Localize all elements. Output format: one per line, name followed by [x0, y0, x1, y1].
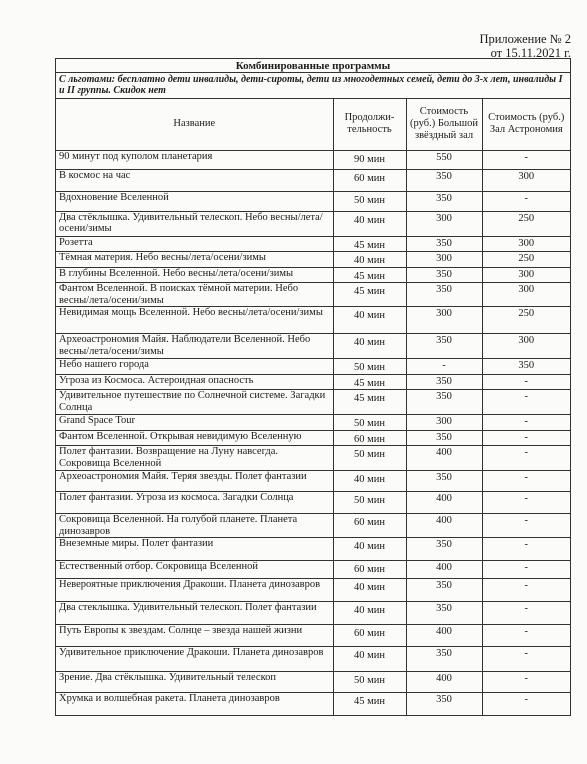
price-astronomy-hall-cell: 300: [482, 283, 570, 307]
duration-cell: 40 мин: [333, 538, 406, 561]
program-name-cell: Невидимая мощь Вселенной. Небо весны/лета/осени/зимы: [56, 307, 333, 334]
price-big-hall-cell: 350: [406, 390, 482, 415]
program-name-cell: Невероятные приключения Дракоши. Планета динозавров: [56, 579, 333, 602]
price-big-hall-cell: 400: [406, 625, 482, 647]
price-astronomy-hall-cell: 250: [482, 252, 570, 268]
table-row: [56, 647, 570, 672]
program-name-cell: Тёмная материя. Небо весны/лета/осени/зимы: [56, 252, 333, 268]
price-big-hall-cell: 350: [406, 647, 482, 672]
price-big-hall-cell: 300: [406, 211, 482, 236]
price-big-hall-cell: 350: [406, 191, 482, 211]
duration-cell: 50 мин: [333, 415, 406, 431]
duration-cell: 40 мин: [333, 252, 406, 268]
price-astronomy-hall-cell: 250: [482, 307, 570, 334]
price-big-hall-cell: 400: [406, 561, 482, 579]
header-name: Название: [56, 99, 333, 150]
price-big-hall-cell: 300: [406, 307, 482, 334]
price-big-hall-cell: 400: [406, 446, 482, 471]
program-name-cell: Хрумка и волшебная ракета. Планета динозавров: [56, 693, 333, 715]
price-big-hall-cell: 350: [406, 236, 482, 252]
price-astronomy-hall-cell: -: [482, 693, 570, 715]
price-astronomy-hall-cell: -: [482, 430, 570, 446]
benefits-note: С льготами: бесплатно дети инвалиды, дети-сироты, дети из многодетных семей, дети до 3-х лет, инвалиды I и II группы. Скидок нет: [56, 73, 570, 99]
header-price-astronomy-hall: Стоимость (руб.) Зал Астрономия: [482, 99, 570, 150]
price-big-hall-cell: 350: [406, 430, 482, 446]
duration-cell: 40 мин: [333, 307, 406, 334]
program-name-cell: В глубины Вселенной. Небо весны/лета/осени/зимы: [56, 267, 333, 283]
table-row: [56, 307, 570, 334]
duration-cell: 50 мин: [333, 359, 406, 375]
program-name-cell: Фантом Вселенной. В поисках тёмной материи. Небо весны/лета/осени/зимы: [56, 283, 333, 307]
table-row: [56, 236, 570, 252]
price-big-hall-cell: 350: [406, 169, 482, 191]
duration-cell: 40 мин: [333, 647, 406, 672]
duration-cell: 45 мин: [333, 267, 406, 283]
table-row: [56, 283, 570, 307]
duration-cell: 40 мин: [333, 579, 406, 602]
price-astronomy-hall-cell: -: [482, 602, 570, 625]
program-name-cell: Путь Европы к звездам. Солнце – звезда нашей жизни: [56, 625, 333, 647]
price-astronomy-hall-cell: -: [482, 471, 570, 492]
table-row: [56, 579, 570, 602]
table-row: [56, 169, 570, 191]
program-name-cell: Небо нашего города: [56, 359, 333, 375]
duration-cell: 45 мин: [333, 374, 406, 390]
table-row: [56, 446, 570, 471]
duration-cell: 60 мин: [333, 169, 406, 191]
program-name-cell: Фантом Вселенной. Открывая невидимую Вселенную: [56, 430, 333, 446]
price-big-hall-cell: 350: [406, 471, 482, 492]
price-astronomy-hall-cell: -: [482, 191, 570, 211]
duration-cell: 45 мин: [333, 283, 406, 307]
price-astronomy-hall-cell: 250: [482, 211, 570, 236]
price-astronomy-hall-cell: -: [482, 538, 570, 561]
header-price-big-hall: Стоимость (руб.) Большой звёздный зал: [406, 99, 482, 150]
duration-cell: 60 мин: [333, 561, 406, 579]
program-name-cell: Полет фантазии. Угроза из космоса. Загадки Солнца: [56, 492, 333, 514]
price-astronomy-hall-cell: -: [482, 561, 570, 579]
table-row: [56, 625, 570, 647]
duration-cell: 40 мин: [333, 211, 406, 236]
table-row: [56, 252, 570, 268]
duration-cell: 50 мин: [333, 492, 406, 514]
price-astronomy-hall-cell: 300: [482, 267, 570, 283]
price-astronomy-hall-cell: -: [482, 374, 570, 390]
price-big-hall-cell: 550: [406, 150, 482, 169]
program-name-cell: Два стёклышка. Удивительный телескоп. Небо весны/лета/осени/зимы: [56, 211, 333, 236]
program-name-cell: Два стеклышка. Удивительный телескоп. Полет фантазии: [56, 602, 333, 625]
appendix-number: Приложение № 2: [479, 32, 571, 46]
appendix-header: [479, 32, 571, 60]
section-title: Комбинированные программы: [56, 59, 570, 73]
program-name-cell: Археоастрономия Майя. Теряя звезды. Полет фантазии: [56, 471, 333, 492]
price-astronomy-hall-cell: 350: [482, 359, 570, 375]
table-row: [56, 693, 570, 715]
table-row: [56, 390, 570, 415]
price-astronomy-hall-cell: 300: [482, 236, 570, 252]
price-sheet: [55, 58, 571, 716]
program-name-cell: Естественный отбор. Сокровища Вселенной: [56, 561, 333, 579]
price-big-hall-cell: 350: [406, 283, 482, 307]
table-row: [56, 191, 570, 211]
price-big-hall-cell: -: [406, 359, 482, 375]
program-name-cell: Розетта: [56, 236, 333, 252]
price-big-hall-cell: 350: [406, 602, 482, 625]
price-astronomy-hall-cell: -: [482, 446, 570, 471]
table-row: [56, 514, 570, 538]
table-row: [56, 374, 570, 390]
table-row: [56, 538, 570, 561]
price-big-hall-cell: 350: [406, 334, 482, 359]
program-name-cell: Полет фантазии. Возвращение на Луну навсегда. Сокровища Вселенной: [56, 446, 333, 471]
price-astronomy-hall-cell: -: [482, 579, 570, 602]
price-big-hall-cell: 300: [406, 415, 482, 431]
duration-cell: 45 мин: [333, 693, 406, 715]
price-astronomy-hall-cell: -: [482, 492, 570, 514]
program-name-cell: Угроза из Космоса. Астероидная опасность: [56, 374, 333, 390]
table-row: [56, 334, 570, 359]
price-big-hall-cell: 300: [406, 252, 482, 268]
table-row: [56, 561, 570, 579]
program-name-cell: Зрение. Два стёклышка. Удивительный телескоп: [56, 672, 333, 693]
program-name-cell: Grand Space Tour: [56, 415, 333, 431]
table-row: [56, 211, 570, 236]
price-big-hall-cell: 400: [406, 514, 482, 538]
price-astronomy-hall-cell: -: [482, 647, 570, 672]
table-row: [56, 267, 570, 283]
price-big-hall-cell: 350: [406, 538, 482, 561]
program-name-cell: 90 минут под куполом планетария: [56, 150, 333, 169]
price-astronomy-hall-cell: -: [482, 415, 570, 431]
duration-cell: 50 мин: [333, 191, 406, 211]
duration-cell: 45 мин: [333, 390, 406, 415]
duration-cell: 40 мин: [333, 602, 406, 625]
duration-cell: 50 мин: [333, 446, 406, 471]
duration-cell: 60 мин: [333, 625, 406, 647]
program-name-cell: Вдохновение Вселенной: [56, 191, 333, 211]
program-name-cell: Удивительное путешествие по Солнечной системе. Загадки Солнца: [56, 390, 333, 415]
price-astronomy-hall-cell: -: [482, 390, 570, 415]
duration-cell: 90 мин: [333, 150, 406, 169]
table-row: [56, 150, 570, 169]
price-big-hall-cell: 350: [406, 693, 482, 715]
price-astronomy-hall-cell: 300: [482, 334, 570, 359]
table-row: [56, 602, 570, 625]
price-big-hall-cell: 400: [406, 672, 482, 693]
duration-cell: 45 мин: [333, 236, 406, 252]
table-row: [56, 430, 570, 446]
price-astronomy-hall-cell: -: [482, 625, 570, 647]
price-big-hall-cell: 350: [406, 267, 482, 283]
duration-cell: 60 мин: [333, 430, 406, 446]
programs-table: [56, 99, 570, 715]
table-row: [56, 415, 570, 431]
header-duration: Продолжи-тельность: [333, 99, 406, 150]
program-name-cell: Внеземные миры. Полет фантазии: [56, 538, 333, 561]
price-astronomy-hall-cell: 300: [482, 169, 570, 191]
price-astronomy-hall-cell: -: [482, 672, 570, 693]
program-name-cell: В космос на час: [56, 169, 333, 191]
table-row: [56, 359, 570, 375]
duration-cell: 40 мин: [333, 334, 406, 359]
price-astronomy-hall-cell: -: [482, 514, 570, 538]
price-astronomy-hall-cell: -: [482, 150, 570, 169]
appendix-date: от 15.11.2021 г.: [490, 46, 571, 60]
duration-cell: 60 мин: [333, 514, 406, 538]
table-row: [56, 471, 570, 492]
price-big-hall-cell: 350: [406, 374, 482, 390]
duration-cell: 50 мин: [333, 672, 406, 693]
price-big-hall-cell: 350: [406, 579, 482, 602]
price-big-hall-cell: 400: [406, 492, 482, 514]
table-row: [56, 492, 570, 514]
table-header-row: [56, 99, 570, 150]
program-name-cell: Удивительное приключение Дракоши. Планета динозавров: [56, 647, 333, 672]
program-name-cell: Сокровища Вселенной. На голубой планете. Планета динозавров: [56, 514, 333, 538]
duration-cell: 40 мин: [333, 471, 406, 492]
program-name-cell: Археоастрономия Майя. Наблюдатели Вселенной. Небо весны/лета/осени/зимы: [56, 334, 333, 359]
table-row: [56, 672, 570, 693]
